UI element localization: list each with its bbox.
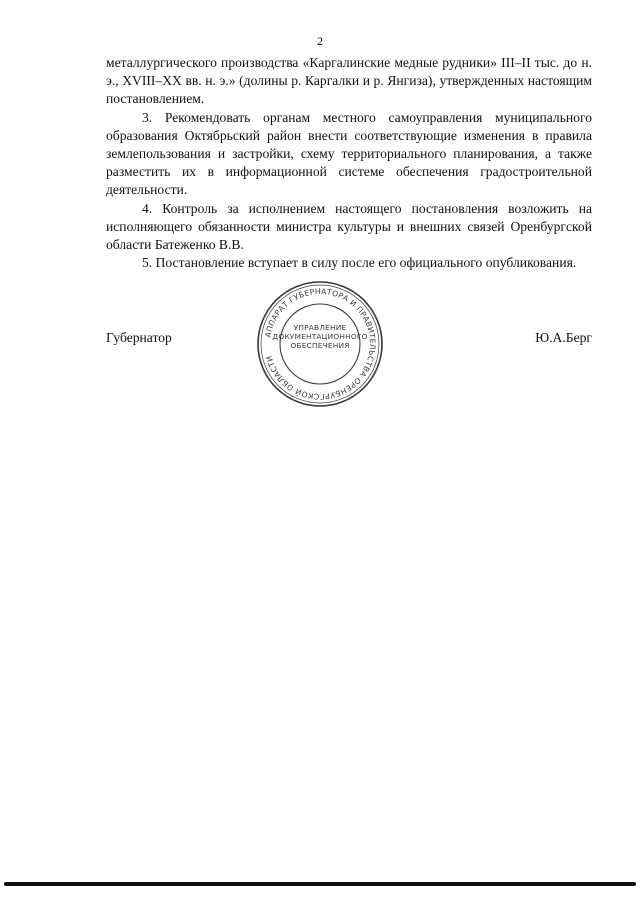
seal-center-text (255, 323, 385, 350)
seal-center-line-1: УПРАВЛЕНИЕ (293, 323, 347, 332)
scan-bottom-edge (4, 882, 636, 886)
document-body (106, 54, 592, 272)
seal-ring-text-path: АППАРАТ ГУБЕРНАТОРА И ПРАВИТЕЛЬСТВА ОРЕНБУРГСКОЙ ОБЛАСТИ (263, 286, 378, 402)
seal-center-line-2: ДОКУМЕНТАЦИОННОГО (272, 332, 368, 341)
seal-center-line-3: ОБЕСПЕЧЕНИЯ (290, 341, 350, 350)
page-number: 2 (317, 34, 323, 48)
signatory-name: Ю.А.Берг (535, 330, 592, 345)
paragraph-item-4: 4. Контроль за исполнением настоящего постановления возложить на исполняющего обязанности министра культуры и внешних связей Оренбургской области Батеженко В.В. (106, 200, 592, 253)
official-seal-stamp (255, 279, 385, 409)
paragraph-item-5: 5. Постановление вступает в силу после его официального опубликования. (142, 255, 577, 271)
signatory-position: Губернатор (106, 330, 172, 345)
paragraph-continuation: металлургического производства «Каргалинские медные рудники» III–II тыс. до н. э., XVIII–XX вв. н. э.» (долины р. Каргалки и р. Янгиза), утвержденных настоящим постановлением. (106, 55, 592, 107)
paragraph-item-3: 3. Рекомендовать органам местного самоуправления муниципального образования Октябрьский район внести соответствующие изменения в правила землепользования и застройки, схему территориального планирования, а также разместить их в информационной системе обеспечения градостроительной деятельности. (106, 109, 592, 198)
